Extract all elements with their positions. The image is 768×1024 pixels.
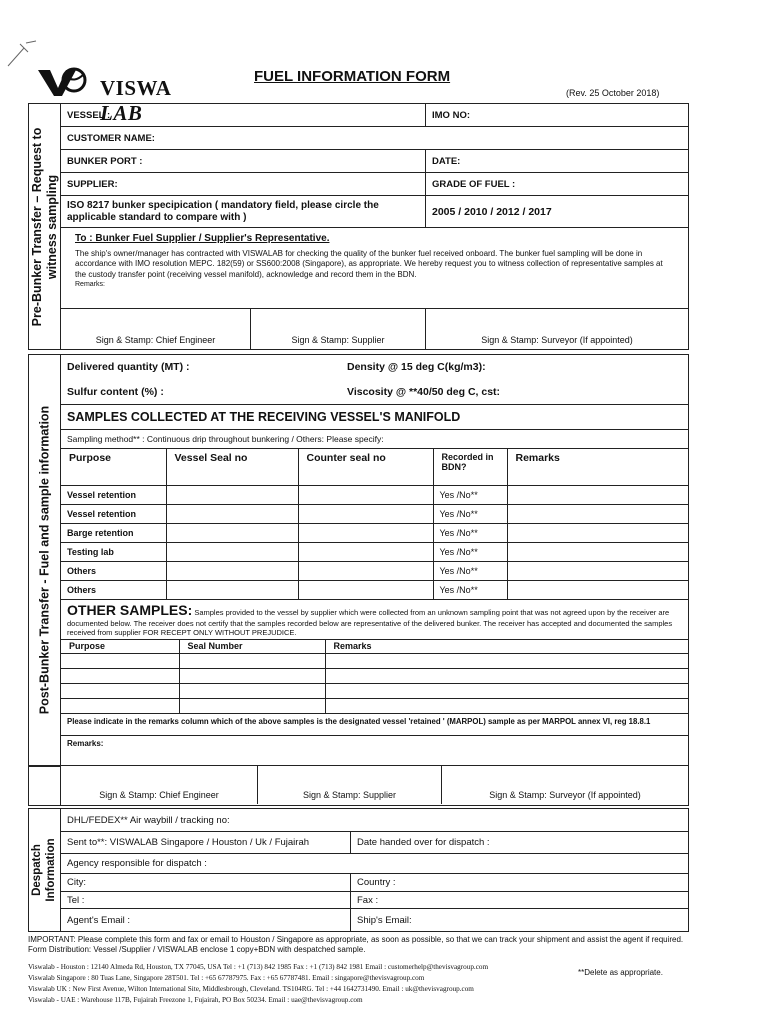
pre-bunker-side-label-line2: witness sampling bbox=[44, 174, 59, 279]
other-samples-table bbox=[61, 640, 688, 715]
post-bunker-side-label: Post-Bunker Transfer - Fuel and sample information bbox=[28, 354, 60, 766]
counter-seal-cell[interactable] bbox=[298, 561, 433, 580]
recorded-bdn-cell[interactable]: Yes /No** bbox=[433, 580, 507, 599]
row-purpose: Barge retention bbox=[61, 523, 166, 542]
table-row bbox=[61, 504, 688, 523]
counter-seal-cell[interactable] bbox=[298, 542, 433, 561]
other-remarks-cell[interactable] bbox=[325, 654, 688, 669]
pre-bunker-side-label-line1: Pre-Bunker Transfer – Request to bbox=[29, 127, 44, 326]
table-row bbox=[61, 580, 688, 599]
marpol-indicate-note: Please indicate in the remarks column which of the above samples is the designated vessel 'retained ' (MARPOL) sample as per MARPOL annex VI, reg 18.8.1 bbox=[67, 717, 651, 726]
recorded-bdn-cell[interactable]: Yes /No** bbox=[433, 542, 507, 561]
date-handed-field[interactable]: Date handed over for dispatch : bbox=[357, 837, 490, 848]
sampling-method-field[interactable]: Sampling method** : Continuous drip throughout bunkering / Others: Please specify: bbox=[67, 434, 384, 444]
post-sign-chief-engineer[interactable]: Sign & Stamp: Chief Engineer bbox=[61, 766, 258, 804]
agency-field[interactable]: Agency responsible for dispatch : bbox=[67, 858, 207, 869]
post-sign-section bbox=[60, 766, 689, 806]
iso-8217-label: ISO 8217 bunker specipication ( mandatory field, please circle the applicable standard to compare with ) bbox=[61, 196, 426, 227]
bunker-port-field[interactable]: BUNKER PORT : bbox=[61, 150, 426, 172]
other-remarks-cell[interactable] bbox=[325, 699, 688, 714]
vessel-seal-cell[interactable] bbox=[166, 580, 298, 599]
table-row bbox=[61, 669, 688, 684]
letter-body: The ship's owner/manager has contracted with VISWALAB for checking the quality of the bunker fuel received onboard. The bunker fuel sampling will be done in accordance with IMO resolution MEPC. 182(59) or SS600:2008 (Singapore), as appropriate. We hereby request you to witness collection of representative samples at the custody transfer point (receiving vessel manifold), acknowledge and record them in the BDN. bbox=[75, 249, 663, 279]
recorded-bdn-cell[interactable]: Yes /No** bbox=[433, 485, 507, 504]
table-row bbox=[61, 485, 688, 504]
address-singapore: Viswalab Singapore : 80 Tuas Lane, Singapore 28T501. Tel : +65 67787975. Fax : +65 67787481. Email : singapore@thevisvagroup.com bbox=[28, 974, 425, 983]
supplier-field[interactable]: SUPPLIER: bbox=[61, 173, 426, 195]
date-field[interactable]: DATE: bbox=[432, 155, 461, 167]
pre-bunker-section bbox=[60, 103, 689, 350]
other-seal-cell[interactable] bbox=[179, 669, 325, 684]
address-uae: Viswalab - UAE : Warehouse 117B, Fujairah Freezone 1, Fujairah, PO Box 50234. Email : uae@thevisvagroup.com bbox=[28, 996, 363, 1005]
office-addresses bbox=[28, 962, 548, 1007]
other-seal-cell[interactable] bbox=[179, 699, 325, 714]
other-col-seal-number: Seal Number bbox=[179, 640, 325, 654]
vessel-field[interactable]: VESSEL : bbox=[61, 104, 426, 126]
other-remarks-cell[interactable] bbox=[325, 669, 688, 684]
vessel-seal-cell[interactable] bbox=[166, 485, 298, 504]
samples-table-header bbox=[61, 449, 688, 485]
form-title: FUEL INFORMATION FORM bbox=[254, 68, 451, 85]
despatch-section bbox=[60, 808, 689, 932]
vessel-seal-cell[interactable] bbox=[166, 542, 298, 561]
other-col-purpose: Purpose bbox=[61, 640, 179, 654]
other-samples-notice bbox=[61, 600, 688, 640]
despatch-side-label-line2: Information bbox=[44, 838, 57, 902]
row-purpose: Vessel retention bbox=[61, 485, 166, 504]
ship-email-field[interactable]: Ship's Email: bbox=[357, 914, 412, 926]
other-samples-title: OTHER SAMPLES: bbox=[67, 601, 193, 618]
recorded-bdn-cell[interactable]: Yes /No** bbox=[433, 523, 507, 542]
vessel-seal-cell[interactable] bbox=[166, 523, 298, 542]
samples-table bbox=[61, 449, 688, 600]
imo-field[interactable]: IMO NO: bbox=[432, 109, 470, 121]
post-sign-supplier[interactable]: Sign & Stamp: Supplier bbox=[258, 766, 442, 804]
viswa-globe-icon bbox=[36, 66, 94, 98]
other-purpose-cell[interactable] bbox=[61, 684, 179, 699]
remarks-cell[interactable] bbox=[507, 504, 688, 523]
post-bunker-section bbox=[60, 354, 689, 766]
table-row bbox=[61, 542, 688, 561]
address-houston: Viswalab - Houston : 12140 Almeda Rd, Houston, TX 77045, USA Tel : +1 (713) 842 1985 Fax : +1 (713) 842 1981 Email : customerhelp@thevisvagroup.com bbox=[28, 963, 489, 971]
customer-name-field[interactable]: CUSTOMER NAME: bbox=[67, 132, 155, 144]
col-vessel-seal: Vessel Seal no bbox=[166, 449, 298, 485]
counter-seal-cell[interactable] bbox=[298, 580, 433, 599]
logo-wordmark-lab: LAB bbox=[100, 101, 143, 125]
delivered-quantity-field[interactable]: Delivered quantity (MT) : bbox=[67, 361, 190, 373]
letter-to-line: To : Bunker Fuel Supplier / Supplier's Representative. bbox=[75, 233, 330, 244]
col-recorded-bdn: Recorded in BDN? bbox=[433, 449, 507, 485]
remarks-cell[interactable] bbox=[507, 542, 688, 561]
grade-of-fuel-field[interactable]: GRADE OF FUEL : bbox=[432, 178, 516, 190]
remarks-cell[interactable] bbox=[507, 485, 688, 504]
sulfur-content-field[interactable]: Sulfur content (%) : bbox=[67, 385, 164, 398]
other-seal-cell[interactable] bbox=[179, 684, 325, 699]
pen-scratch-mark bbox=[6, 40, 40, 70]
row-purpose: Others bbox=[61, 561, 166, 580]
witness-request-letter bbox=[61, 228, 688, 309]
agent-email-field[interactable]: Agent's Email : bbox=[61, 909, 351, 931]
despatch-side-label-line1: Despatch bbox=[30, 844, 43, 896]
col-remarks: Remarks bbox=[507, 449, 688, 485]
pre-sign-chief-engineer[interactable]: Sign & Stamp: Chief Engineer bbox=[61, 309, 251, 349]
row-purpose: Testing lab bbox=[61, 542, 166, 561]
recorded-bdn-cell[interactable]: Yes /No** bbox=[433, 561, 507, 580]
counter-seal-cell[interactable] bbox=[298, 523, 433, 542]
other-remarks-cell[interactable] bbox=[325, 684, 688, 699]
sign-side-blank bbox=[28, 766, 60, 806]
vessel-seal-cell[interactable] bbox=[166, 561, 298, 580]
despatch-side-label bbox=[28, 808, 60, 932]
table-row bbox=[61, 561, 688, 580]
address-uk: Viswalab UK : New First Avenue, Wilton International Site, Middlesbrough, Cleveland. TS104RG. Tel : +44 1642731490. Email : uk@thevisvagroup.com bbox=[28, 985, 474, 994]
country-field[interactable]: Country : bbox=[357, 877, 396, 888]
logo-wordmark-viswa: VISWA bbox=[100, 76, 171, 100]
post-sign-surveyor[interactable]: Sign & Stamp: Surveyor (If appointed) bbox=[489, 790, 641, 800]
samples-collected-title: SAMPLES COLLECTED AT THE RECEIVING VESSEL'S MANIFOLD bbox=[67, 410, 461, 424]
remarks-cell[interactable] bbox=[507, 580, 688, 599]
counter-seal-cell[interactable] bbox=[298, 504, 433, 523]
other-purpose-cell[interactable] bbox=[61, 654, 179, 669]
remarks-cell[interactable] bbox=[507, 561, 688, 580]
remarks-cell[interactable] bbox=[507, 523, 688, 542]
other-samples-header bbox=[61, 640, 688, 654]
density-field[interactable]: Density @ 15 deg C(kg/m3): bbox=[347, 361, 486, 373]
vessel-seal-cell[interactable] bbox=[166, 504, 298, 523]
table-row bbox=[61, 523, 688, 542]
other-col-remarks: Remarks bbox=[325, 640, 688, 654]
iso-standard-options[interactable]: 2005 / 2010 / 2012 / 2017 bbox=[432, 205, 552, 218]
tel-field[interactable]: Tel : bbox=[61, 892, 351, 908]
delete-as-appropriate-note: **Delete as appropriate. bbox=[578, 968, 663, 977]
viscosity-field[interactable]: Viscosity @ **40/50 deg C, cst: bbox=[347, 385, 501, 398]
other-purpose-cell[interactable] bbox=[61, 669, 179, 684]
important-note: IMPORTANT: Please complete this form and fax or email to Houston / Singapore as appropriate, as soon as possible, so that we can track your shipment and assist the agent if required. Form Distribution: Vessel /Supplier / VISWALAB enclose 1 copy+BDN with despatched sample. bbox=[28, 935, 684, 955]
revision-date: (Rev. 25 October 2018) bbox=[566, 88, 660, 98]
row-purpose: Vessel retention bbox=[61, 504, 166, 523]
other-seal-cell[interactable] bbox=[179, 654, 325, 669]
counter-seal-cell[interactable] bbox=[298, 485, 433, 504]
air-waybill-field[interactable]: DHL/FEDEX** Air waybill / tracking no: bbox=[67, 814, 230, 826]
table-row bbox=[61, 684, 688, 699]
letter-remarks: Remarks: bbox=[75, 281, 105, 289]
fax-field[interactable]: Fax : bbox=[357, 894, 379, 906]
recorded-bdn-cell[interactable]: Yes /No** bbox=[433, 504, 507, 523]
sent-to-field[interactable]: Sent to**: VISWALAB Singapore / Houston / Uk / Fujairah bbox=[61, 832, 351, 853]
row-purpose: Others bbox=[61, 580, 166, 599]
pre-bunker-side-label bbox=[28, 103, 60, 350]
pre-sign-surveyor[interactable]: Sign & Stamp: Surveyor (If appointed) bbox=[481, 335, 633, 345]
pre-sign-supplier[interactable]: Sign & Stamp: Supplier bbox=[251, 309, 426, 349]
col-counter-seal: Counter seal no bbox=[298, 449, 433, 485]
other-purpose-cell[interactable] bbox=[61, 699, 179, 714]
other-samples-text: Samples provided to the vessel by supplier which were collected from an unknown sampling point that was not agreed upon by the receiver are documented below. The receiver does not certify that the samples recorded below are representative of the delivered bunker. The receiver has accepted and documented the samples received from supplier FOR RECEPT ONLY WITHOUT PREJUDICE. bbox=[67, 607, 673, 638]
col-purpose: Purpose bbox=[61, 449, 166, 485]
city-field[interactable]: City: bbox=[61, 874, 351, 891]
table-row bbox=[61, 699, 688, 714]
table-row bbox=[61, 654, 688, 669]
post-remarks-field[interactable]: Remarks: bbox=[67, 739, 104, 748]
